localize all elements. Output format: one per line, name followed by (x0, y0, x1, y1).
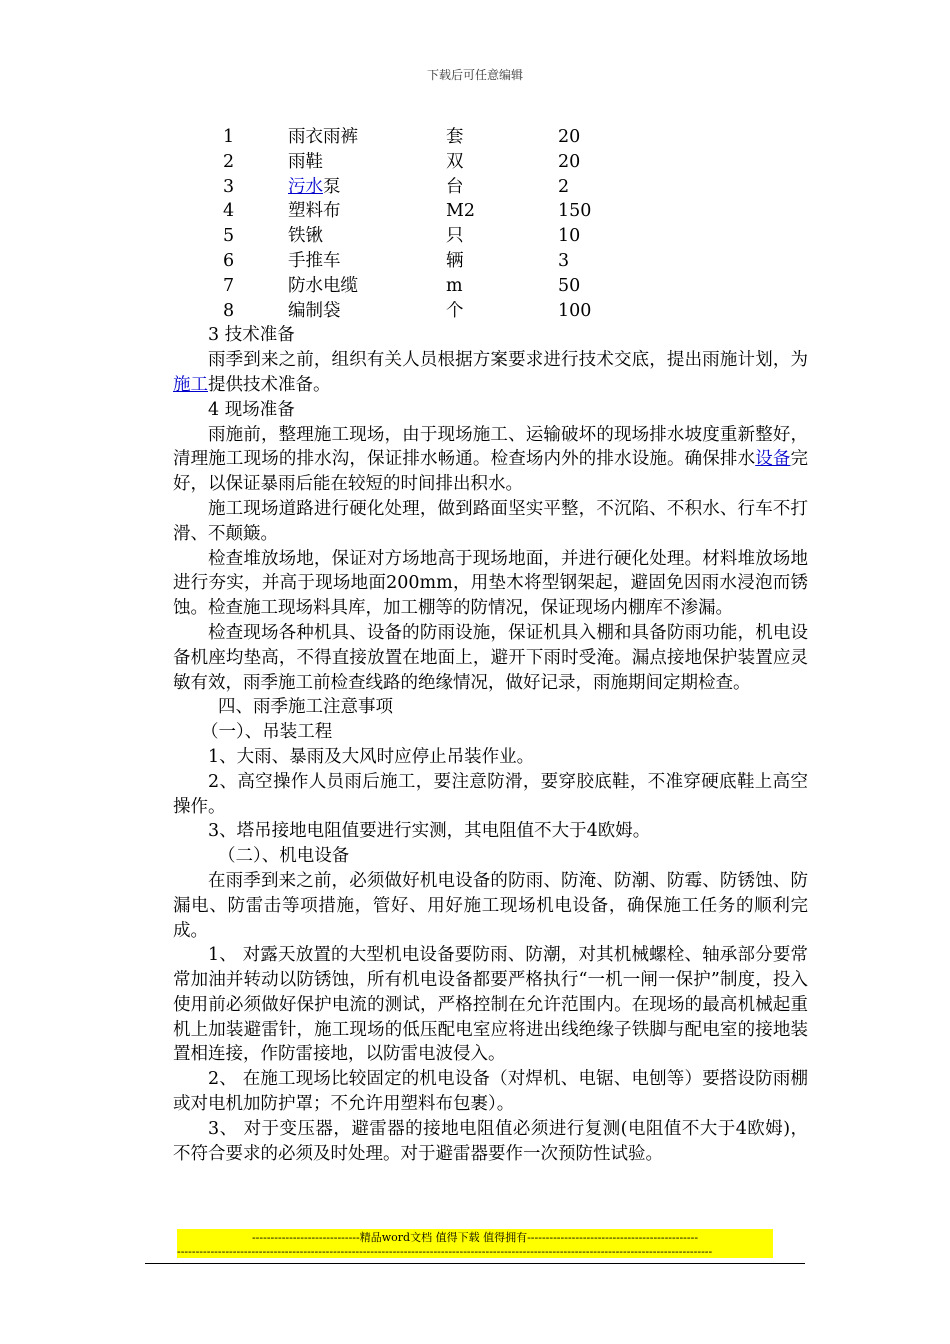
text-segment: 雨施前，整理施工现场，由于现场施工、运输破坏的现场排水坡度重新整好，清理施工现场的排水沟，保证排水畅通。检查场内外的排水设施。确保排水 (173, 424, 808, 470)
item-name: 雨衣雨裤 (288, 127, 358, 147)
mech-item-1: 1、 对露天放置的大型机电设备要防雨、防潮，对其机械螺栓、轴承部分要常常加油并转动以防锈蚀，所有机电设备都要严格执行“一机一闸一保护”制度，投入使用前必须做好保护电流的测试，严格控制在允许范围内。在现场的最高机械起重机上加装避雷针，施工现场的低压配电室应将进出线绝缘子铁脚与配电室的接地装置相连接，作防雷接地，以防雷电波侵入。 (173, 945, 808, 1065)
site-paragraph-3: 检查堆放场地，保证对方场地高于现场地面，并进行硬化处理。材料堆放场地进行夯实，并高于现场地面200mm，用垫木将型钢架起，避固免因雨水浸泡而锈蚀。检查施工现场料具库，加工棚等的防情况，保证现场内棚库不渗漏。 (173, 548, 808, 619)
supplies-table (223, 125, 591, 323)
tech-heading: 3 技术准备 (208, 325, 295, 346)
table-row (223, 175, 591, 200)
equipment-link[interactable]: 设备 (755, 449, 791, 470)
item-unit: 只 (446, 226, 464, 247)
item-quantity: 2 (558, 176, 570, 197)
table-row (223, 125, 591, 150)
item-quantity: 100 (558, 300, 592, 321)
footer-banner: -----------------------------精品word文档 值得下载 值得拥有---------------------------------------------- (177, 1229, 773, 1246)
item-unit: m (446, 275, 463, 296)
item-quantity: 20 (558, 127, 581, 147)
lifting-item-2: 2、高空操作人员雨后施工，要注意防滑，要穿胶底鞋，不准穿硬底鞋上高空操作。 (173, 771, 808, 817)
notes-heading: 四、雨季施工注意事项 (218, 697, 393, 718)
row-number: 4 (223, 201, 235, 222)
row-number: 7 (223, 275, 235, 296)
item-quantity: 3 (558, 250, 570, 271)
table-row (223, 224, 591, 249)
item-name: 铁锹 (288, 226, 323, 247)
item-unit: 套 (446, 127, 464, 147)
row-number: 6 (223, 250, 235, 271)
row-number: 2 (223, 151, 235, 172)
lifting-item-3: 3、塔吊接地电阻值要进行实测，其电阻值不大于4欧姆。 (208, 821, 651, 842)
row-number: 3 (223, 176, 235, 197)
item-name: 编制袋 (288, 300, 341, 321)
mech-intro: 在雨季到来之前，必须做好机电设备的防雨、防淹、防潮、防霉、防锈蚀、防漏电、防雷击等项措施，管好、用好施工现场机电设备，确保施工任务的顺利完成。 (173, 870, 808, 941)
item-name: 雨鞋 (288, 151, 323, 172)
table-row (223, 274, 591, 299)
item-unit: 个 (446, 300, 464, 321)
site-heading: 4 现场准备 (208, 399, 295, 420)
row-number: 8 (223, 300, 235, 321)
item-unit: 双 (446, 151, 464, 172)
text-segment: 雨季到来之前，组织有关人员根据方案要求进行技术交底，提出雨施计划，为 (208, 350, 808, 371)
site-paragraph-4: 检查现场各种机具、设备的防雨设施，保证机具入棚和具备防雨功能，机电设备机座均垫高，不得直接放置在地面上，避开下雨时受淹。漏点接地保护装置应灵敏有效，雨季施工前检查线路的绝缘情况，做好记录，雨施期间定期检查。 (173, 622, 808, 693)
text-segment: 完好，以保证暴雨后能在较短的时间排出积水。 (173, 449, 809, 495)
table-row (223, 150, 591, 175)
construction-link[interactable]: 施工 (173, 374, 208, 395)
item-unit: M2 (446, 201, 476, 222)
item-quantity: 20 (558, 151, 581, 172)
lifting-item-1: 1、大雨、暴雨及大风时应停止吊装作业。 (208, 746, 535, 767)
site-paragraph-2: 施工现场道路进行硬化处理，做到路面坚实平整，不沉陷、不积水、行车不打滑、不颠簸。 (173, 498, 808, 544)
row-number: 1 (223, 127, 235, 147)
footer-rule (145, 1263, 805, 1264)
tech-paragraph (173, 348, 808, 398)
table-row (223, 299, 591, 324)
row-number: 5 (223, 226, 235, 247)
text-segment: 提供技术准备。 (208, 374, 331, 395)
item-name: 防水电缆 (288, 275, 358, 296)
item-name-rest: 泵 (323, 176, 341, 197)
item-quantity: 10 (558, 226, 581, 247)
item-unit: 台 (446, 176, 464, 197)
table-row (223, 249, 591, 274)
footer-dashes: ------------------------------------------------------------------------------------------------------------------------------------------------ (177, 1246, 773, 1258)
item-name (288, 175, 446, 200)
mech-heading: （二）、机电设备 (218, 846, 350, 867)
site-paragraph-1 (173, 423, 808, 497)
document-body (173, 125, 808, 1166)
item-quantity: 150 (558, 201, 592, 222)
item-name: 手推车 (288, 250, 341, 271)
table-row (223, 199, 591, 224)
mech-item-3: 3、 对于变压器，避雷器的接地电阻值必须进行复测(电阻值不大于4欧姆)，不符合要求的必须及时处理。对于避雷器要作一次预防性试验。 (173, 1118, 808, 1164)
item-unit: 辆 (446, 250, 464, 271)
mech-item-2: 2、 在施工现场比较固定的机电设备（对焊机、电锯、电刨等）要搭设防雨棚或对电机加防护罩；不允许用塑料布包裹）。 (173, 1069, 808, 1115)
lifting-heading: （一）、吊装工程 (201, 722, 333, 743)
item-name: 塑料布 (288, 201, 341, 222)
sewage-link[interactable]: 污水 (288, 176, 323, 197)
item-quantity: 50 (558, 275, 581, 296)
page-header: 下载后可任意编辑 (426, 68, 523, 82)
